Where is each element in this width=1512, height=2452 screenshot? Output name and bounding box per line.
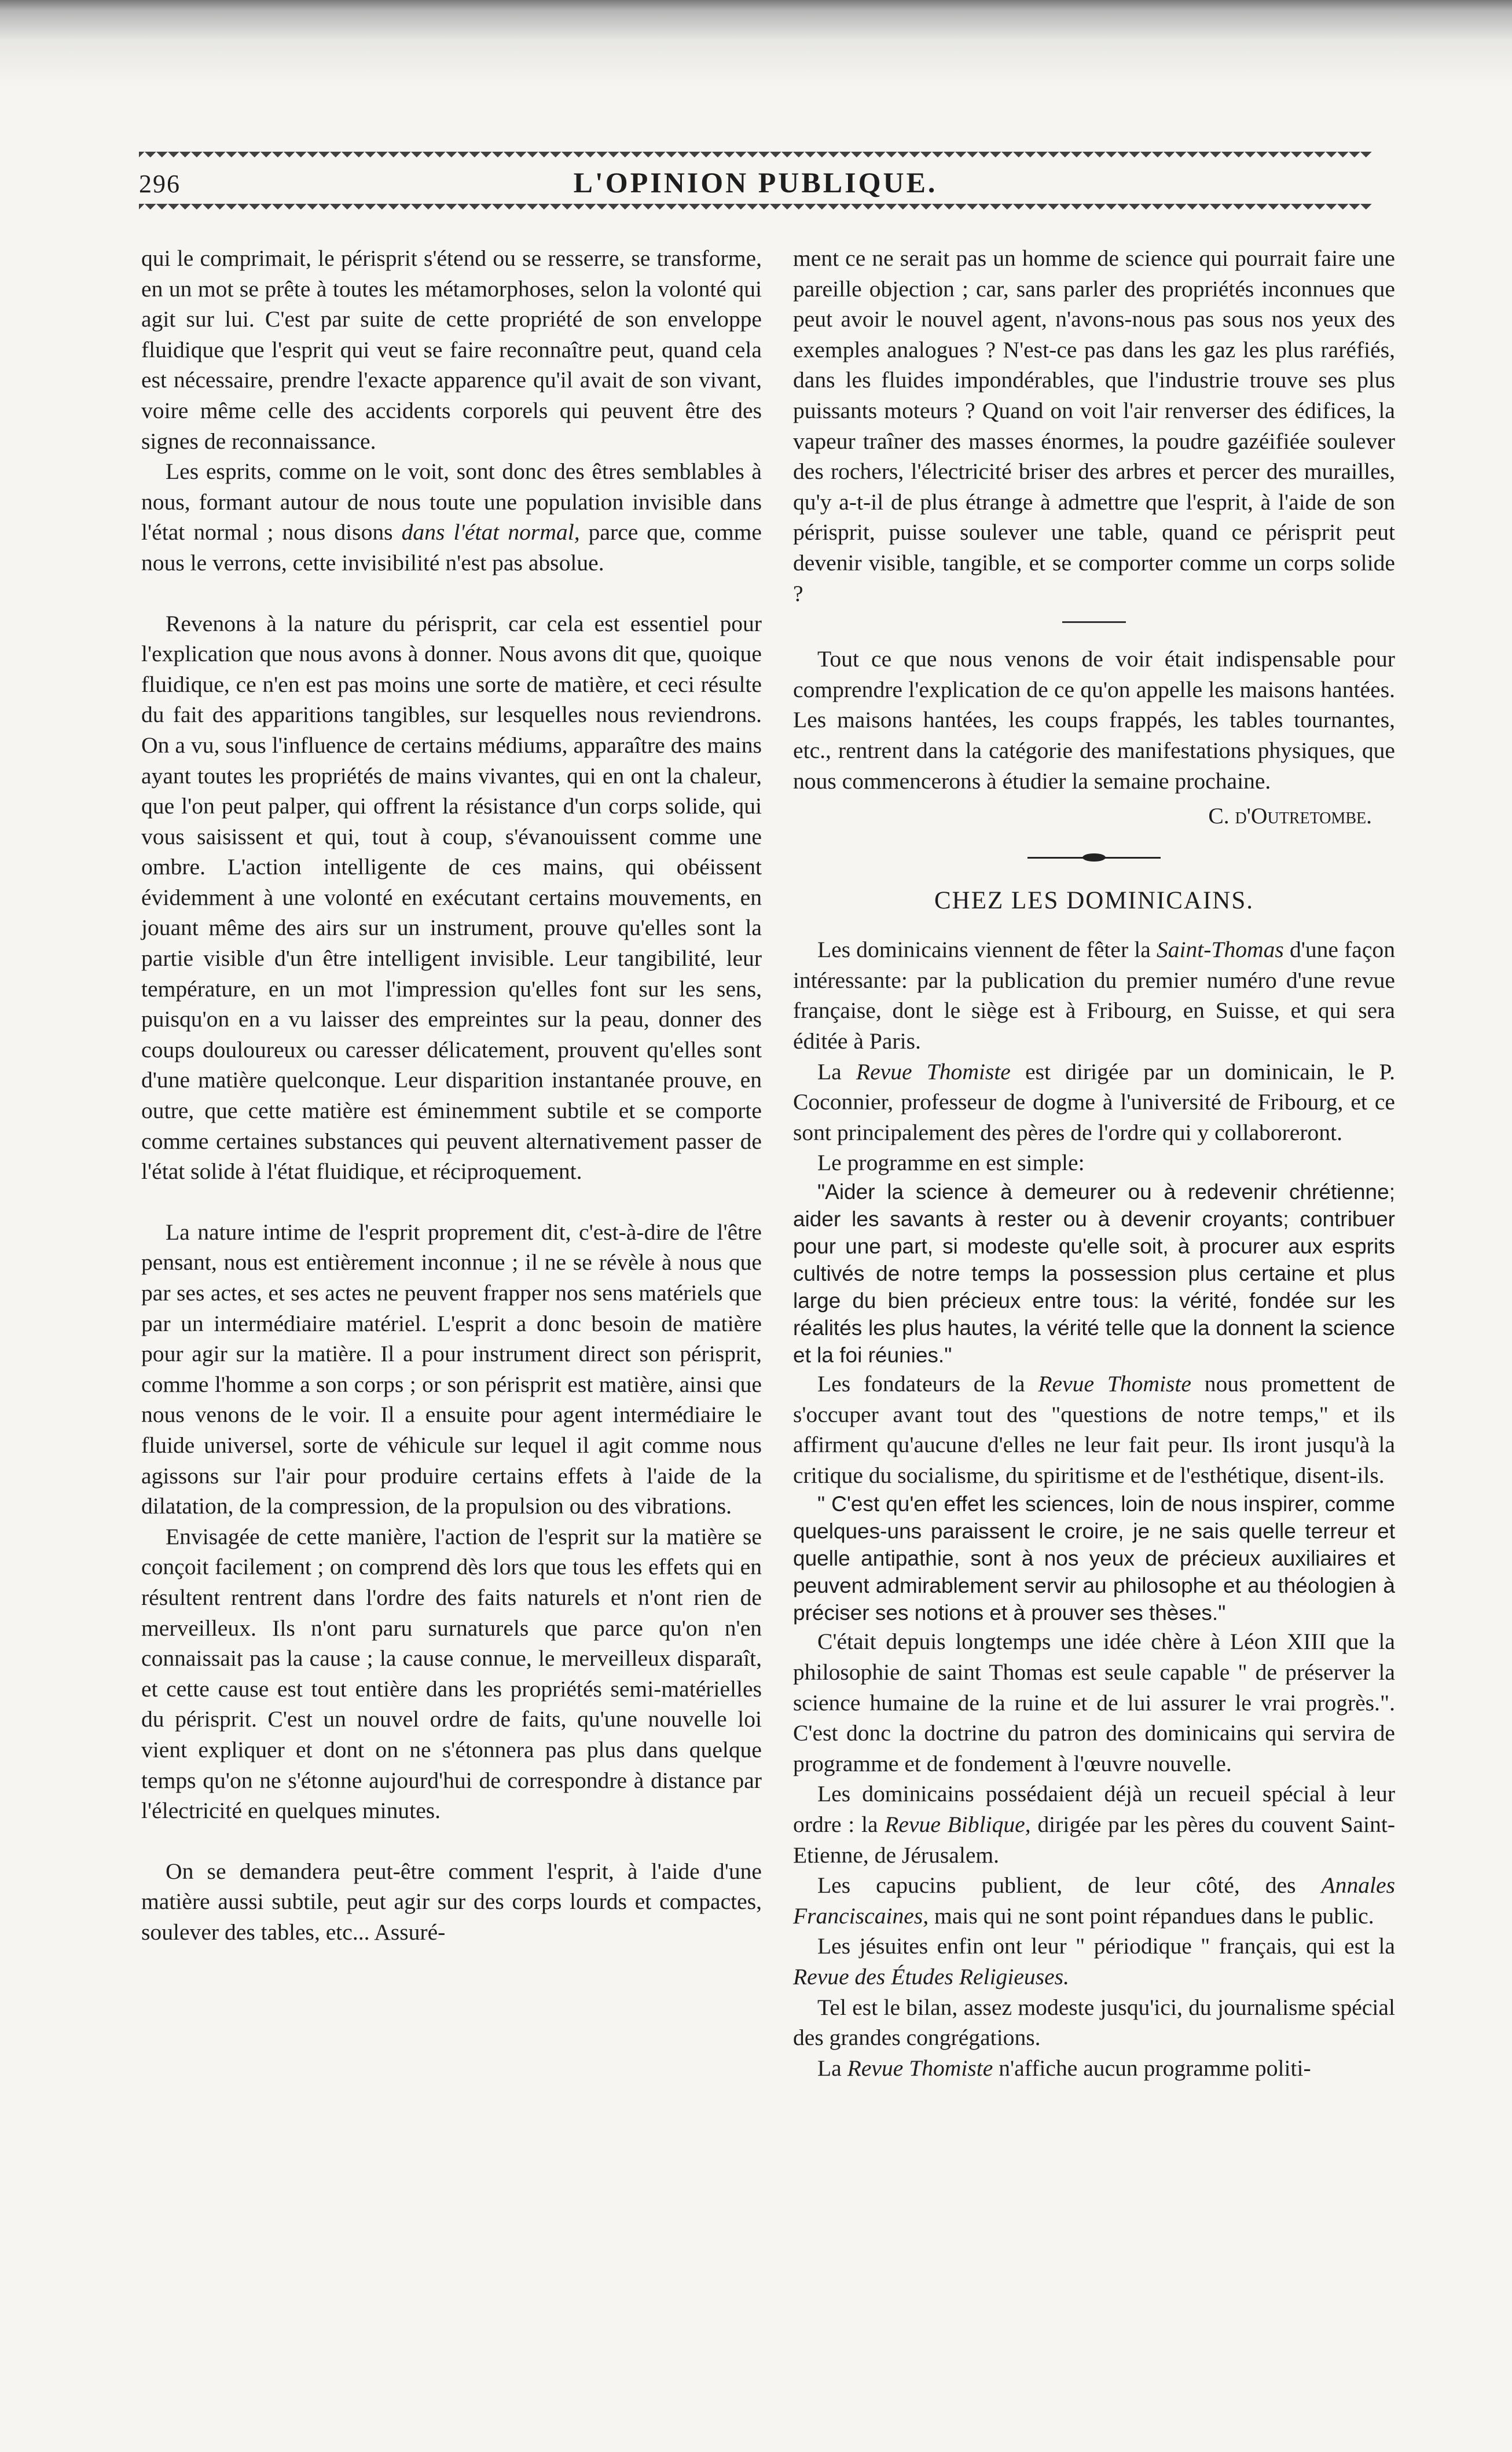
paragraph: La nature intime de l'esprit proprement dit, c'est-à-dire de l'être pensant, nous est entièrement inconnue ; il ne se révèle à nous que par ses actes, et ses actes ne peuvent frapper nos sens matériels que par un intermédiaire matériel. L'esprit a donc besoin de matière pour agir sur la matière. Il a pour instrument direct son périsprit, comme l'homme a son corps ; or son périsprit est matière, ainsi que nous venons de le voir. Il a ensuite pour agent intermédiaire le fluide universel, sorte de véhicule sur lequel il agit comme nous agissons sur l'air pour produire certains effets à l'aide de la dilatation, de la compression, de la propulsion ou des vibrations. bbox=[141, 1219, 762, 1519]
header-ornament-bottom bbox=[139, 204, 1372, 215]
italic-run: Saint-Thomas bbox=[1156, 937, 1284, 963]
left-column bbox=[141, 243, 762, 1947]
header-ornament-top bbox=[139, 152, 1372, 163]
scan-edge bbox=[0, 0, 1512, 87]
section-divider bbox=[1062, 621, 1126, 623]
text-run: nous promettent de s'occuper avant tout des "questions de notre temps," et ils affirment qu'aucune d'elles ne leur fait peur. Ils iront jusqu'à la critique du socialisme, du spiritisme et de l'esthétique, disent-ils. bbox=[793, 1371, 1395, 1488]
paragraph bbox=[793, 934, 1395, 1056]
italic-run: Revue des Études Religieuses. bbox=[793, 1963, 1069, 1989]
right-column bbox=[793, 243, 1395, 2083]
italic-run: Revue Biblique, bbox=[885, 1811, 1031, 1837]
paragraph: Tout ce que nous venons de voir était indispensable pour comprendre l'explication de ce qu'on appelle les maisons hantées. Les maisons hantées, les coups frappés, les tables tournantes, etc., rentrent dans la catégorie des manifestations physiques, que nous commencerons à étudier la semaine prochaine. bbox=[793, 646, 1395, 794]
paragraph: Tel est le bilan, assez modeste jusqu'ici, du journalisme spécial des grandes congrégations. bbox=[793, 1994, 1395, 2051]
ornament-divider bbox=[1027, 852, 1161, 863]
paragraph bbox=[793, 1870, 1395, 1931]
text-run: La bbox=[817, 2055, 842, 2081]
paragraph: Le programme en est simple: bbox=[817, 1150, 1085, 1176]
text-run: Les esprits, comme on le voit, sont donc des êtres semblables à nous, formant autour de nous toute une population invisible dans l'état normal ; nous disons bbox=[141, 459, 762, 545]
paragraph bbox=[793, 1057, 1395, 1148]
text-run: Les jésuites enfin ont leur " périodique " français, qui est la bbox=[817, 1933, 1395, 1959]
paragraph: C'était depuis longtemps une idée chère à Léon XIII que la philosophie de saint Thomas est seule capable " de préserver la science humaine de la ruine et de lui assurer le vrai progrès.". C'est donc la doctrine du patron des dominicains qui servira de programme et de fondement à l'œuvre nouvelle. bbox=[793, 1629, 1395, 1776]
quotation: " C'est qu'en effet les sciences, loin de nous inspirer, comme quelques-uns paraissent le croire, je ne sais quelle terreur et quelle antipathie, sont à nos yeux de précieux auxiliaires et peuvent admirablement servir au philosophe et au théologien à préciser ses notions et à prouver ses thèses." bbox=[793, 1492, 1395, 1625]
paragraph: On se demandera peut-être comment l'esprit, à l'aide d'une matière aussi subtile, peut agir sur des corps lourds et compactes, soulever des tables, etc... Assuré- bbox=[141, 1858, 762, 1945]
quotation: "Aider la science à demeurer ou à redevenir chrétienne; aider les savants à rester ou à devenir croyants; contribuer pour une part, si modeste qu'elle soit, à procurer aux esprits cultivés de notre temps la possession plus certaine et plus large du bien précieux entre tous: la vérité, fondée sur les réalités les plus hautes, la vérité telle que la donnent la science et la foi réunies." bbox=[793, 1180, 1395, 1368]
text-run: La bbox=[817, 1058, 842, 1084]
italic-run: dans l'état normal, bbox=[401, 519, 580, 545]
paragraph bbox=[793, 1931, 1395, 1992]
paragraph bbox=[793, 1369, 1395, 1490]
paragraph: Revenons à la nature du périsprit, car cela est essentiel pour l'explication que nous avons à donner. Nous avons dit que, quoique fluidique, ce n'en est pas moins une sorte de matière, et ceci résulte du fait des apparitions tangibles, sur lesquelles nous reviendrons. On a vu, sous l'influence de certains médiums, apparaître des mains ayant toutes les propriétés de mains vivantes, qui en ont la chaleur, que l'on peut palper, qui offrent la résistance d'un corps solide, qui vous saisissent et qui, tout à coup, s'évanouissent comme une ombre. L'action intelligente de ces mains, qui obéissent évidemment à une volonté en exécutant certains mouvements, en jouant même des airs sur un instrument, prouve qu'elles sont la partie visible d'un être intelligent invisible. Leur tangibilité, leur température, en un mot l'impression qu'elles font sur les sens, puisqu'on en a vu laisser des empreintes sur la peau, donner des coups douloureux ou caresser délicatement, prouvent qu'elles sont d'une matière quelconque. Leur disparition instantanée prouve, en outre, que cette matière est éminemment subtile et se comporte comme certaines substances qui peuvent alternativement passer de l'état solide à l'état fluidique, et réciproquement. bbox=[141, 610, 762, 1185]
text-run: est dirigée par un dominicain, le P. Coconnier, professeur de dogme à l'université de Fribourg, et ce sont principalement des pères de l'ordre qui y collaboreront. bbox=[793, 1058, 1396, 1145]
text-run: dirigée par les pères du couvent Saint-Etienne, de Jérusalem. bbox=[793, 1811, 1395, 1868]
text-run: Les dominicains possédaient déjà un recueil spécial à leur ordre : la bbox=[793, 1781, 1395, 1837]
paragraph: Envisagée de cette manière, l'action de l'esprit sur la matière se conçoit facilement ; on comprend dès lors que tous les effets qui en résultent rentrent dans l'ordre des faits naturels et n'ont rien de merveilleux. Ils n'ont paru surnaturels que parce qu'on n'en connaissait pas la cause ; la cause connue, le merveilleux disparaît, et cette cause est tout entière dans les propriétés semi-matérielles du périsprit. C'est un nouvel ordre de faits, qu'une nouvelle loi vient expliquer et dont on ne s'étonnera pas plus dans quelque temps qu'on ne s'étonne aujourd'hui de correspondre à distance par l'électricité en quelques minutes. bbox=[141, 1523, 762, 1824]
author-signature: C. d'Outretombe. bbox=[1208, 803, 1372, 829]
text-run: mais qui ne sont point répandues dans le public. bbox=[934, 1903, 1374, 1929]
text-run: Les capucins publient, de leur côté, des bbox=[817, 1872, 1296, 1898]
italic-run: Revue Thomiste bbox=[856, 1058, 1011, 1084]
text-run: d'une façon intéressante: par la publication du premier numéro d'une revue française, dont le siège est à Fribourg, en Suisse, et qui sera éditée à Paris. bbox=[793, 937, 1395, 1054]
text-run: Les dominicains viennent de fêter la bbox=[817, 937, 1151, 963]
paragraph bbox=[793, 1779, 1395, 1870]
italic-run: Annales Franciscaines, bbox=[793, 1872, 1395, 1929]
text-run: n'affiche aucun programme politi- bbox=[999, 2055, 1311, 2081]
italic-run: Revue Thomiste bbox=[1038, 1371, 1191, 1397]
paragraph bbox=[793, 2053, 1395, 2084]
text-run: parce que, comme nous le verrons, cette invisibilité n'est pas absolue. bbox=[141, 519, 762, 576]
paragraph bbox=[141, 456, 762, 578]
paragraph: ment ce ne serait pas un homme de science qui pourrait faire une pareille objection ; car, sans parler des propriétés inconnues que peut avoir le nouvel agent, n'avons-nous pas sous nos yeux des exemples analogues ? N'est-ce pas dans les gaz les plus raréfiés, dans les fluides impondérables, que l'industrie trouve ses plus puissants moteurs ? Quand on voit l'air renverser des édifices, la vapeur traîner des masses énormes, la poudre gazéifiée soulever des rochers, l'électricité briser des arbres et percer des murailles, qu'y a-t-il de plus étrange à admettre que l'esprit, à l'aide de son périsprit, puisse soulever une table, quand ce périsprit peut devenir visible, tangible, et se comporter comme un corps solide ? bbox=[793, 245, 1395, 606]
italic-run: Revue Thomiste bbox=[847, 2055, 993, 2081]
running-title: L'OPINION PUBLIQUE. bbox=[573, 166, 938, 199]
section-heading: CHEZ LES DOMINICAINS. bbox=[934, 886, 1254, 914]
text-run: Les fondateurs de la bbox=[817, 1371, 1025, 1397]
page-number: 296 bbox=[139, 170, 181, 198]
paragraph: qui le comprimait, le périsprit s'étend ou se resserre, se transforme, en un mot se prête à toutes les métamorphoses, selon la volonté qui agit sur lui. C'est par suite de cette propriété de son enveloppe fluidique que l'esprit qui veut se faire reconnaître peut, quand cela est nécessaire, prendre l'exacte apparence qu'il avait de son vivant, voire même celle des accidents corporels qui peuvent être des signes de reconnaissance. bbox=[141, 245, 762, 454]
